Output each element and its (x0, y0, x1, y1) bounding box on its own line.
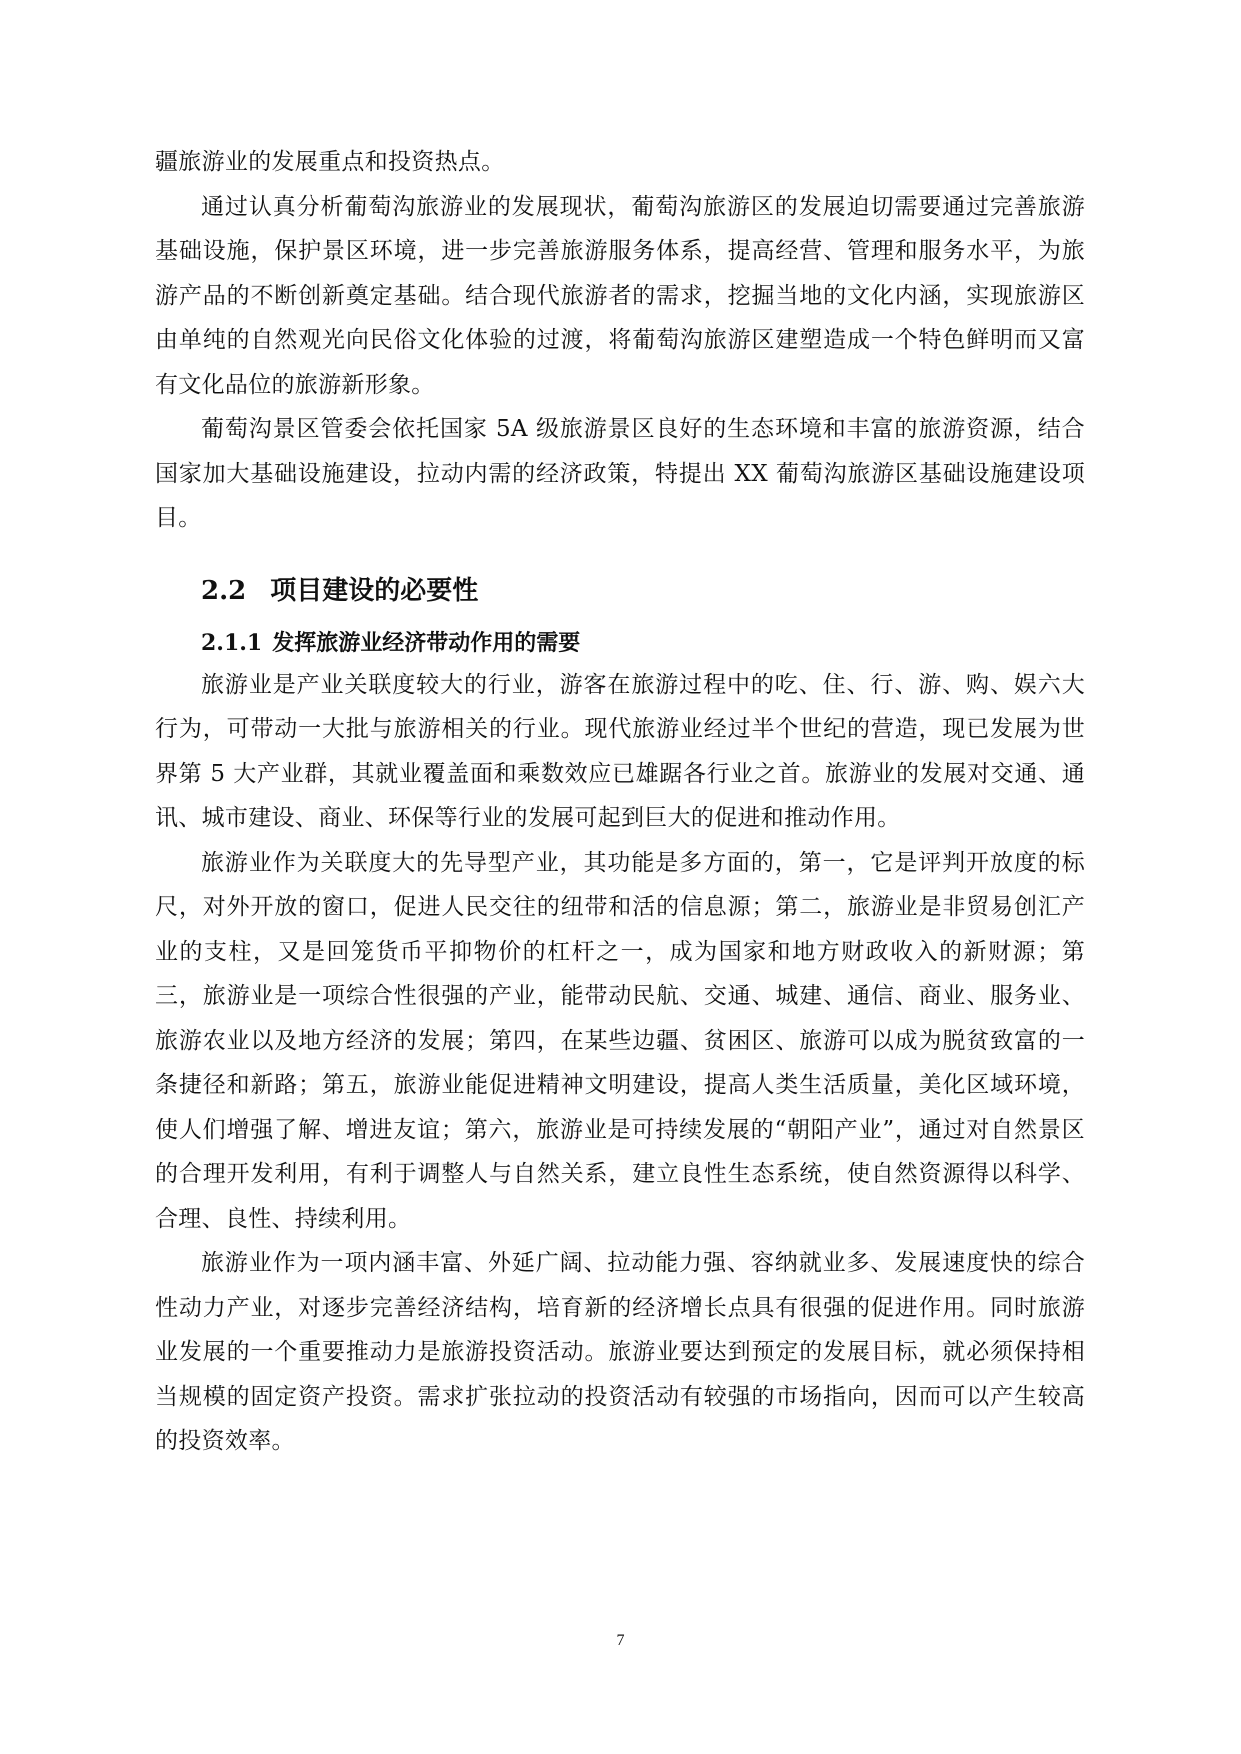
subsection-title: 发挥旅游业经济带动作用的需要 (272, 629, 581, 656)
paragraph-project-proposal: 葡萄沟景区管委会依托国家 5A 级旅游景区良好的生态环境和丰富的旅游资源，结合国家加大基础设施建设，拉动内需的经济政策，特提出 XX 葡萄沟旅游区基础设施建设项目。 (155, 416, 1085, 531)
section-heading-2-2 (201, 571, 1085, 611)
paragraph-intro-continuation: 疆旅游业的发展重点和投资热点。 (155, 149, 505, 175)
subsection-heading-2-1-1 (201, 623, 1085, 663)
section-number: 2.2 (201, 575, 247, 606)
page-number: 7 (616, 1632, 625, 1649)
paragraph-tourism-functions: 旅游业作为关联度大的先导型产业，其功能是多方面的，第一，它是评判开放度的标尺，对外开放的窗口，促进人民交往的纽带和活的信息源；第二，旅游业是非贸易创汇产业的支柱，又是回笼货币平抑物价的杠杆之一，成为国家和地方财政收入的新财源；第三，旅游业是一项综合性很强的产业，能带动民航、交通、城建、通信、商业、服务业、旅游农业以及地方经济的发展；第四，在某些边疆、贫困区、旅游可以成为脱贫致富的一条捷径和新路；第五，旅游业能促进精神文明建设，提高人类生活质量，美化区域环境，使人们增强了解、增进友谊；第六，旅游业是可持续发展的“朝阳产业”，通过对自然景区的合理开发利用，有利于调整人与自然关系，建立良性生态系统，使自然资源得以科学、合理、良性、持续利用。 (155, 849, 1085, 1232)
section-title: 项目建设的必要性 (270, 575, 479, 606)
paragraph-industry-linkage: 旅游业是产业关联度较大的行业，游客在旅游过程中的吃、住、行、游、购、娱六大行为，可带动一大批与旅游相关的行业。现代旅游业经过半个世纪的营造，现已发展为世界第 5 大产业群，其就业覆盖面和乘数效应已雄踞各行业之首。旅游业的发展对交通、通讯、城市建设、商业、环保等行业的发展可起到巨大的促进和推动作用。 (155, 671, 1085, 831)
document-body (155, 140, 1085, 1464)
paragraph-development-status: 通过认真分析葡萄沟旅游业的发展现状，葡萄沟旅游区的发展迫切需要通过完善旅游基础设施，保护景区环境，进一步完善旅游服务体系，提高经营、管理和服务水平，为旅游产品的不断创新奠定基础。结合现代旅游者的需求，挖掘当地的文化内涵，实现旅游区由单纯的自然观光向民俗文化体验的过渡，将葡萄沟旅游区建塑造成一个特色鲜明而又富有文化品位的旅游新形象。 (155, 193, 1085, 398)
subsection-number: 2.1.1 (201, 629, 263, 656)
paragraph-investment-role: 旅游业作为一项内涵丰富、外延广阔、拉动能力强、容纳就业多、发展速度快的综合性动力产业，对逐步完善经济结构，培育新的经济增长点具有很强的促进作用。同时旅游业发展的一个重要推动力是旅游投资活动。旅游业要达到预定的发展目标，就必须保持相当规模的固定资产投资。需求扩张拉动的投资活动有较强的市场指向，因而可以产生较高的投资效率。 (155, 1250, 1085, 1454)
